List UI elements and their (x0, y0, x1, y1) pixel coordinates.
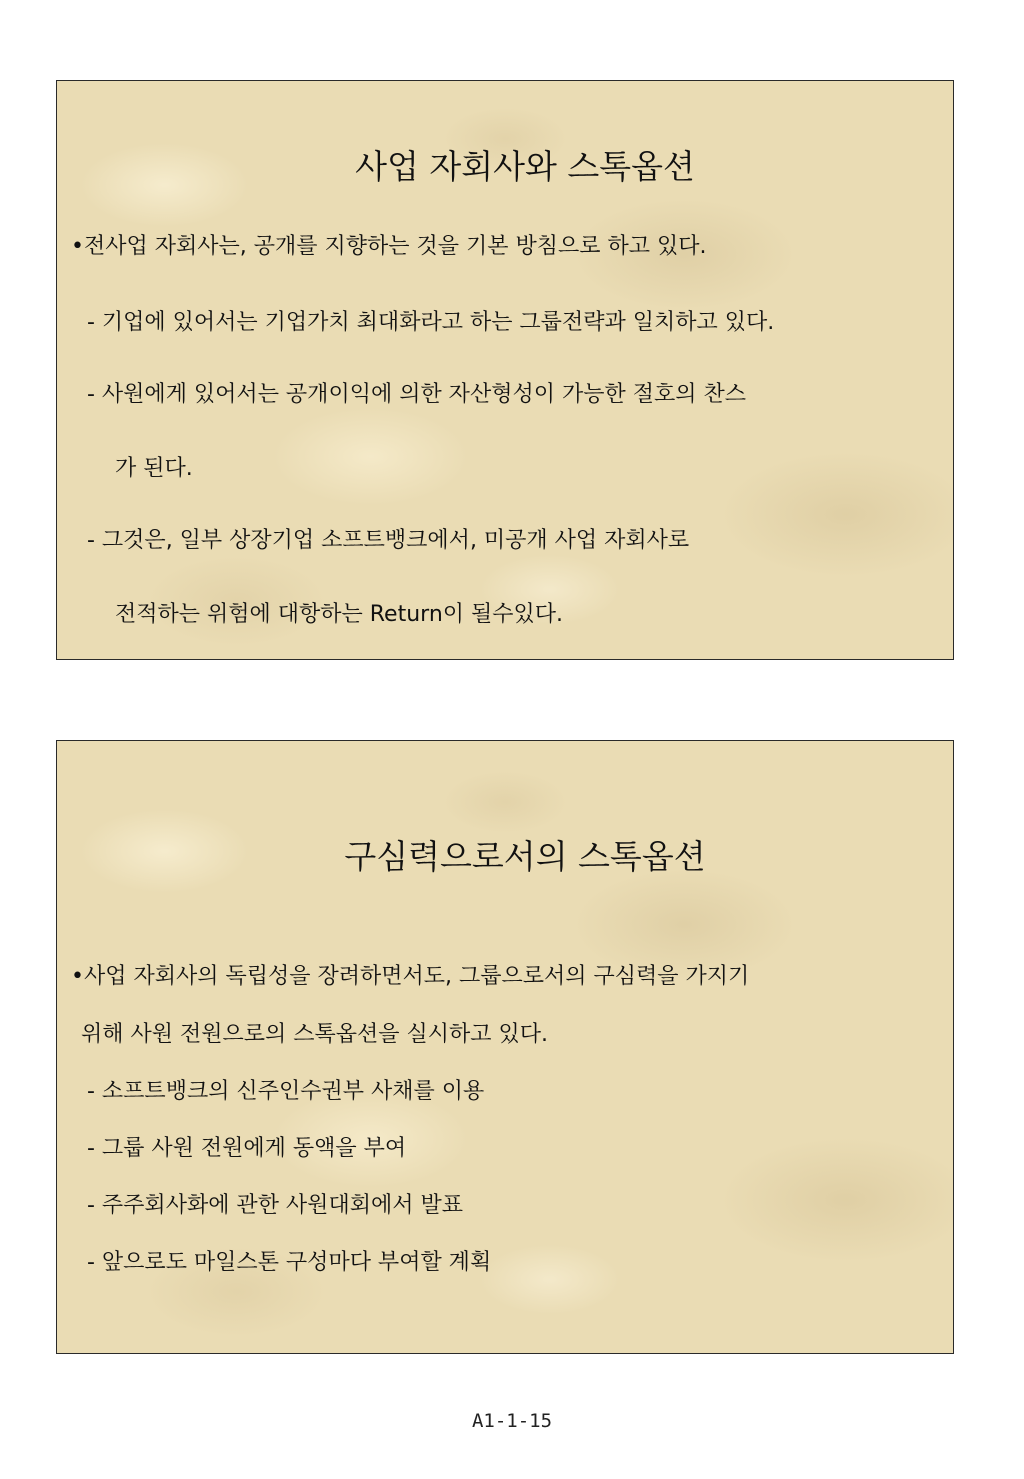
continuation-text: 가 된다. (115, 456, 193, 481)
dash-item: - 기업에 있어서는 기업가치 최대화라고 하는 그룹전략과 일치하고 있다. (87, 310, 775, 335)
bullet-text: •전사업 자회사는, 공개를 지향하는 것을 기본 방침으로 하고 있다. (71, 234, 707, 259)
page-number: A1-1-15 (471, 1410, 553, 1432)
slide-title: 사업 자회사와 스톡옵션 (355, 147, 695, 186)
dash-item: - 앞으로도 마일스톤 구성마다 부여할 계획 (87, 1250, 492, 1275)
continuation-text: 전적하는 위험에 대항하는 Return이 될수있다. (115, 602, 564, 627)
dash-item: - 사원에게 있어서는 공개이익에 의한 자산형성이 가능한 절호의 찬스 (87, 382, 746, 407)
dash-item: - 주주회사화에 관한 사원대회에서 발표 (87, 1193, 463, 1218)
dash-item: - 그룹 사원 전원에게 동액을 부여 (87, 1136, 407, 1161)
slide-stock-option-subsidiaries (56, 80, 954, 660)
continuation-text: 위해 사원 전원으로의 스톡옵션을 실시하고 있다. (81, 1022, 549, 1047)
dash-item: - 소프트뱅크의 신주인수권부 사채를 이용 (87, 1079, 485, 1104)
dash-item: - 그것은, 일부 상장기업 소프트뱅크에서, 미공개 사업 자회사로 (87, 528, 690, 553)
slide-title: 구심력으로서의 스톡옵션 (344, 837, 706, 876)
slide-stock-option-cohesion (56, 740, 954, 1354)
bullet-text: •사업 자회사의 독립성을 장려하면서도, 그룹으로서의 구심력을 가지기 (71, 964, 750, 989)
